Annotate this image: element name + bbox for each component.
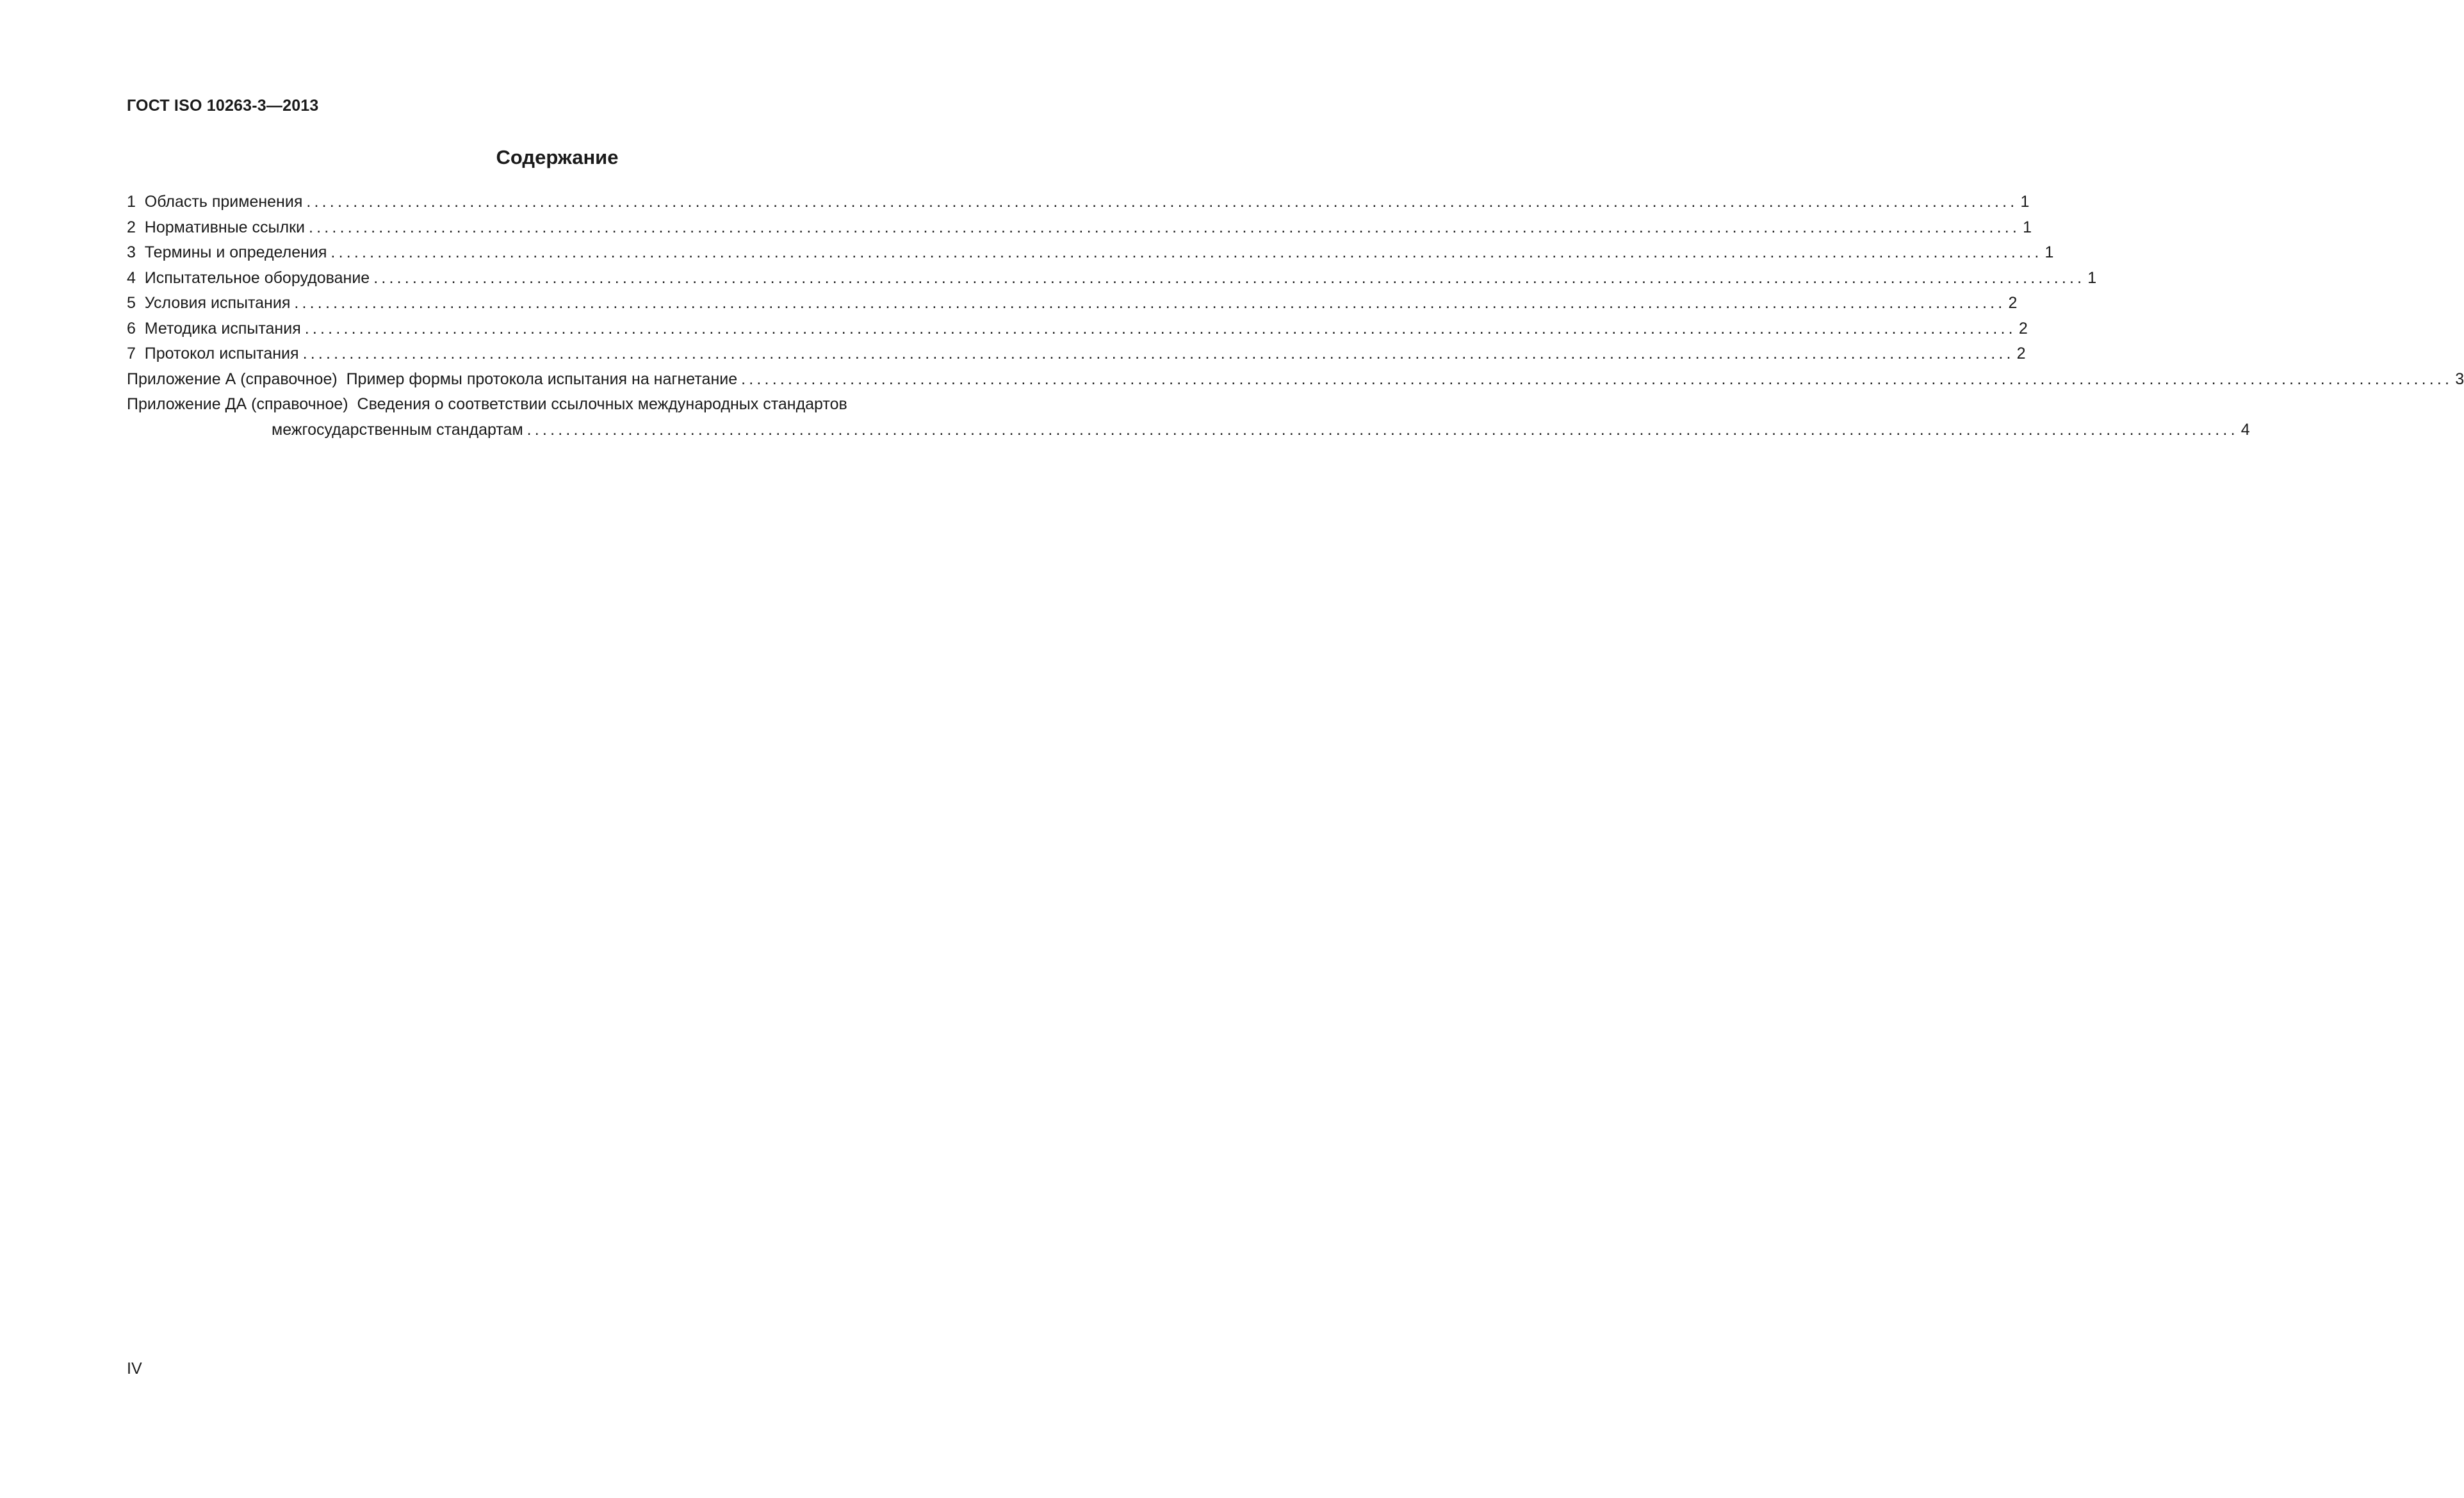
toc-entry[interactable] (127, 240, 2054, 266)
toc-entry[interactable] (127, 215, 2032, 241)
toc-entry-label: 1 Область применения (127, 193, 303, 211)
toc-entry-label: 2 Нормативные ссылки (127, 218, 305, 236)
toc-entry-page: 4 (2240, 420, 2250, 439)
toc-entry-label: 5 Условия испытания (127, 294, 291, 312)
toc-entry-label-continuation: межгосударственным стандартам (272, 420, 523, 439)
toc-entry-page: 2 (2016, 345, 2026, 362)
toc-entry-page: 1 (2044, 243, 2054, 261)
page-number: IV (127, 1360, 142, 1378)
toc-entry[interactable] (127, 291, 2018, 316)
toc-entry-label: 4 Испытательное оборудование (127, 268, 370, 287)
toc-entry-label: Приложение ДА (справочное) Сведения о соответствии ссылочных международных стандартов (127, 395, 847, 413)
toc-leader-dots: ............................................................................................................................................................................................................................ (373, 268, 2085, 287)
toc-leader-dots: ............................................................................................................................................................................................................................ (302, 345, 2014, 362)
toc-entry[interactable] (127, 367, 2464, 393)
toc-leader-dots: ............................................................................................................................................................................................................................ (741, 370, 2453, 388)
toc-leader-dots: ............................................................................................................................................................................................................................ (306, 193, 2018, 211)
toc-leader-dots: ............................................................................................................................................................................................................................ (304, 319, 2016, 338)
toc-leader-dots: ............................................................................................................................................................................................................................ (330, 243, 2043, 261)
toc-entry[interactable] (127, 190, 2030, 215)
toc-entry[interactable] (127, 266, 2097, 291)
toc-entry-label: 3 Термины и определения (127, 243, 327, 261)
toc-leader-dots: ............................................................................................................................................................................................................................ (294, 294, 2006, 312)
toc-entry-annex-da-continuation[interactable] (127, 418, 2250, 443)
table-of-contents (127, 190, 2464, 443)
toc-entry-label: 6 Методика испытания (127, 319, 301, 338)
toc-entry-page: 3 (2455, 370, 2464, 388)
document-code: ГОСТ ISO 10263-3—2013 (127, 97, 319, 115)
toc-title: Содержание (496, 146, 619, 168)
toc-leader-dots: ............................................................................................................................................................................................................................ (308, 218, 2021, 236)
toc-leader-dots: ............................................................................................................................................................................................................................ (526, 420, 2239, 439)
toc-entry[interactable] (127, 316, 2028, 342)
toc-entry-label: 7 Протокол испытания (127, 345, 299, 362)
toc-entry-page: 2 (2008, 294, 2018, 312)
toc-entry-label: Приложение А (справочное) Пример формы протокола испытания на нагнетание (127, 370, 738, 388)
toc-entry-page: 1 (2023, 218, 2032, 236)
toc-entry-page: 1 (2020, 193, 2030, 211)
toc-entry-page: 1 (2087, 268, 2097, 287)
toc-entry-page: 2 (2018, 319, 2028, 338)
toc-entry-annex-da[interactable] (127, 392, 988, 418)
toc-entry[interactable] (127, 341, 2026, 367)
